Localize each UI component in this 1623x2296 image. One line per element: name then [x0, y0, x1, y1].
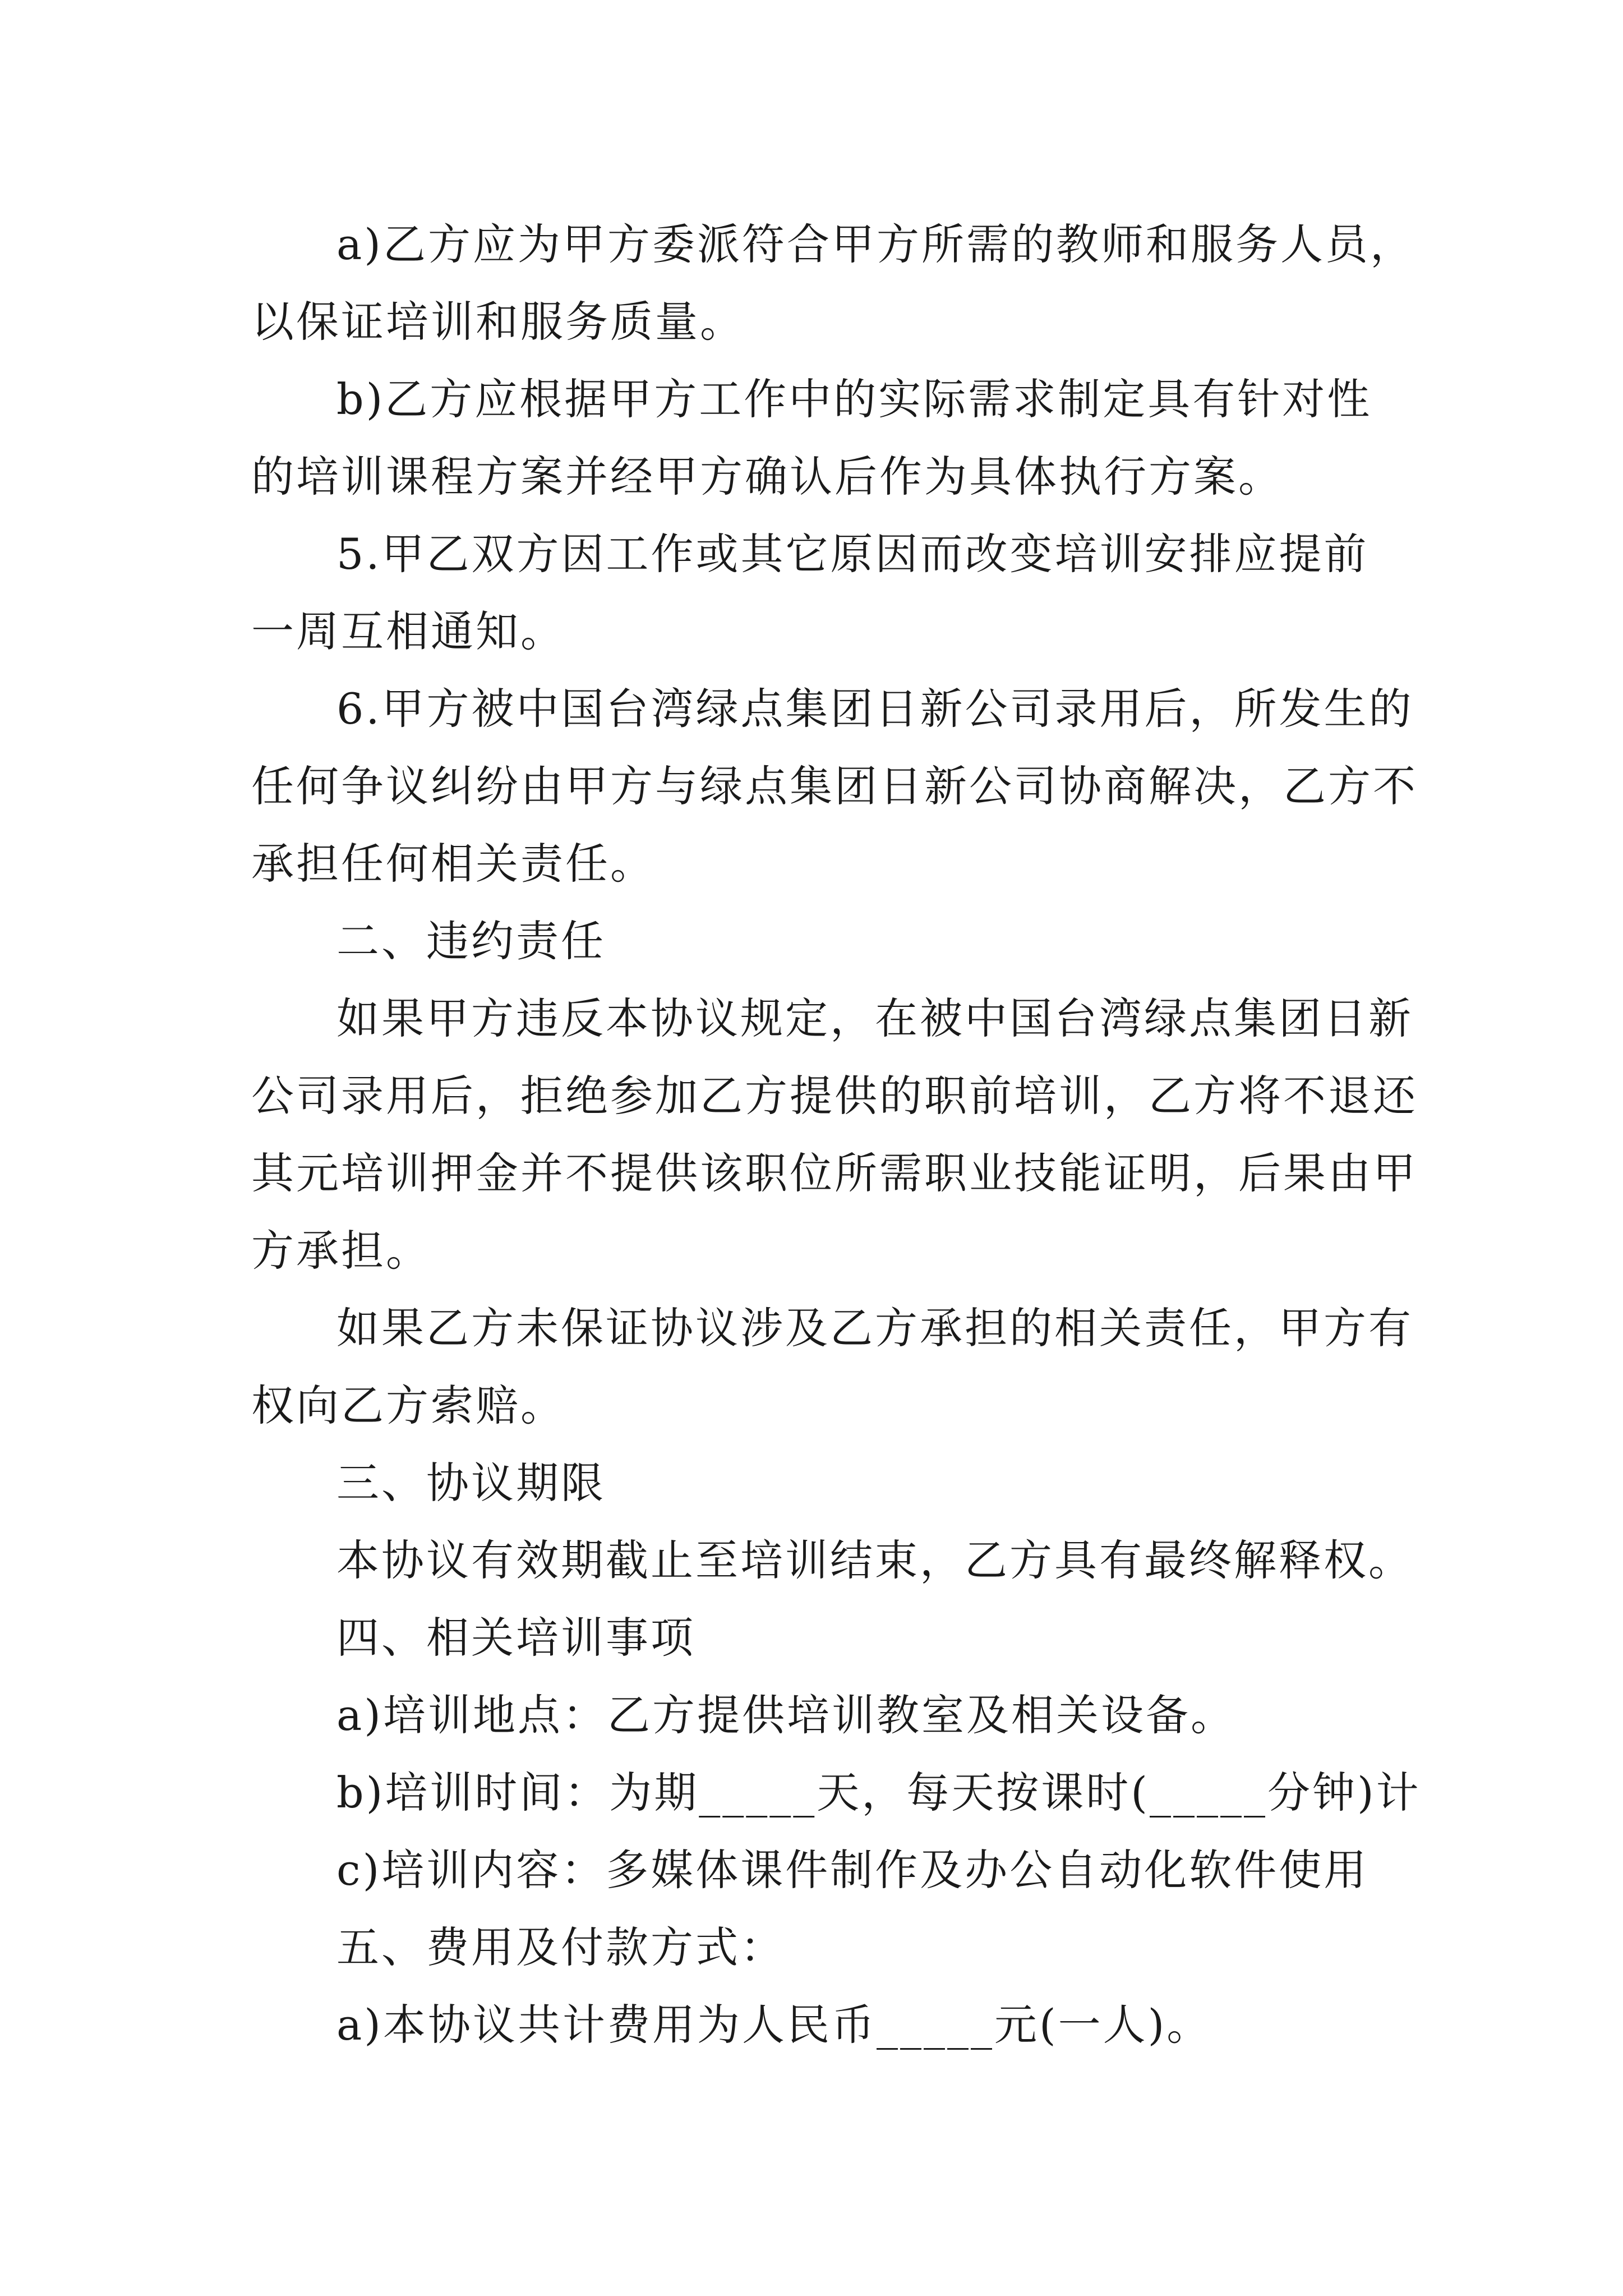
section-heading: 五、费用及付款方式： — [336, 1922, 785, 1972]
paragraph-line: c)培训内容：多媒体课件制作及办公自动化软件使用 — [336, 1845, 1369, 1895]
paragraph-line: 方承担。 — [251, 1226, 431, 1276]
paragraph-line: 如果乙方未保证协议涉及乙方承担的相关责任，甲方有 — [336, 1303, 1413, 1353]
paragraph-line: 如果甲方违反本协议规定，在被中国台湾绿点集团日新 — [336, 993, 1413, 1043]
paragraph-line: 任何争议纠纷由甲方与绿点集团日新公司协商解决，乙方不 — [251, 761, 1418, 811]
paragraph-line: b)乙方应根据甲方工作中的实际需求制定具有针对性 — [336, 374, 1372, 424]
paragraph-line: 承担任何相关责任。 — [251, 839, 655, 889]
section-heading: 二、违约责任 — [336, 916, 606, 966]
paragraph-line: a)本协议共计费用为人民币_____元(一人)。 — [336, 2000, 1212, 2050]
paragraph-line: 本协议有效期截止至培训结束，乙方具有最终解释权。 — [336, 1535, 1413, 1585]
section-heading: 三、协议期限 — [336, 1458, 606, 1508]
paragraph-line: 以保证培训和服务质量。 — [251, 297, 745, 347]
paragraph-line: 权向乙方索赔。 — [251, 1381, 565, 1430]
paragraph-line: a)乙方应为甲方委派符合甲方所需的教师和服务人员， — [336, 219, 1415, 269]
paragraph-line: 公司录用后，拒绝参加乙方提供的职前培训，乙方将不退还 — [251, 1071, 1418, 1121]
paragraph-line: 其元培训押金并不提供该职位所需职业技能证明，后果由甲 — [251, 1148, 1418, 1198]
paragraph-line: a)培训地点：乙方提供培训教室及相关设备。 — [336, 1690, 1235, 1740]
section-heading: 四、相关培训事项 — [336, 1613, 695, 1663]
paragraph-line: 的培训课程方案并经甲方确认后作为具体执行方案。 — [251, 452, 1283, 501]
paragraph-line: 6.甲方被中国台湾绿点集团日新公司录用后，所发生的 — [336, 684, 1414, 734]
paragraph-line: 一周互相通知。 — [251, 606, 565, 656]
paragraph-line: 5.甲乙双方因工作或其它原因而改变培训安排应提前 — [336, 529, 1369, 579]
paragraph-line: b)培训时间：为期_____天，每天按课时(_____分钟)计 — [336, 1768, 1421, 1818]
